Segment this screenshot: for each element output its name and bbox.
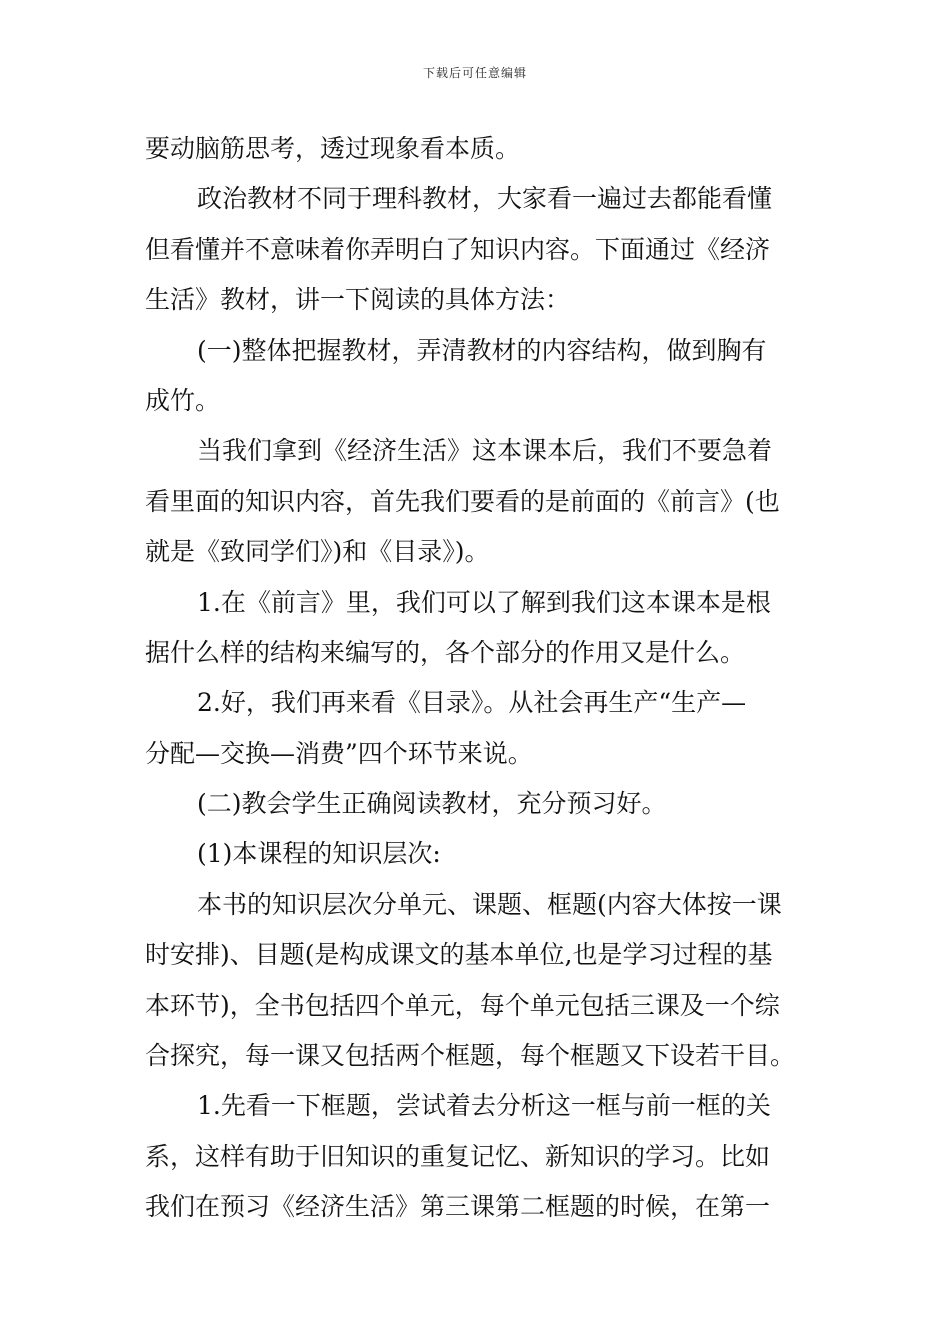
text-line: 成竹。 [145,385,221,415]
document-body [145,124,810,1233]
text-line: 据什么样的结构来编写的，各个部分的作用又是什么。 [145,637,746,667]
text-line: 时安排)、目题(是构成课文的基本单位,也是学习过程的基 [145,940,773,970]
text-line: 看里面的知识内容，首先我们要看的是前面的《前言》(也 [145,486,780,516]
list-item: 1.先看一下框题，尝试着去分析这一框与前一框的关 [197,1091,771,1121]
text-line: 合探究，每一课又包括两个框题，每个框题又下设若干目。 [145,1041,796,1071]
text-line: 当我们拿到《经济生活》这本课本后，我们不要急着 [197,436,773,466]
text-line: 但看懂并不意味着你弄明白了知识内容。下面通过《经济 [145,234,771,264]
text-line: 我们在预习《经济生活》第三课第二框题的时候，在第一 [145,1192,771,1222]
page-header-note: 下载后可任意编辑 [422,66,527,80]
list-item: 1.在《前言》里，我们可以了解到我们这本课本是根 [197,587,771,617]
subsection-heading: (1)本课程的知识层次: [197,839,441,869]
text-line: 系，这样有助于旧知识的重复记忆、新知识的学习。比如 [145,1141,771,1171]
text-line: 生活》教材，讲一下阅读的具体方法： [145,285,571,315]
section-heading: (一)整体把握教材，弄清教材的内容结构，做到胸有 [197,335,767,365]
section-heading: (二)教会学生正确阅读教材，充分预习好。 [197,789,667,819]
text-line: 分配—交换—消费”四个环节来说。 [145,738,533,768]
text-line: 就是《致同学们》)和《目录》)。 [145,537,490,567]
text-line: 政治教材不同于理科教材，大家看一遍过去都能看懂 [197,184,773,214]
list-item: 2.好，我们再来看《目录》。从社会再生产“生产— [197,688,747,718]
text-line: 要动脑筋思考，透过现象看本质。 [145,134,521,163]
text-line: 本环节)，全书包括四个单元，每个单元包括三课及一个综 [145,990,780,1020]
text-line: 本书的知识层次分单元、课题、框题(内容大体按一课 [197,889,782,919]
